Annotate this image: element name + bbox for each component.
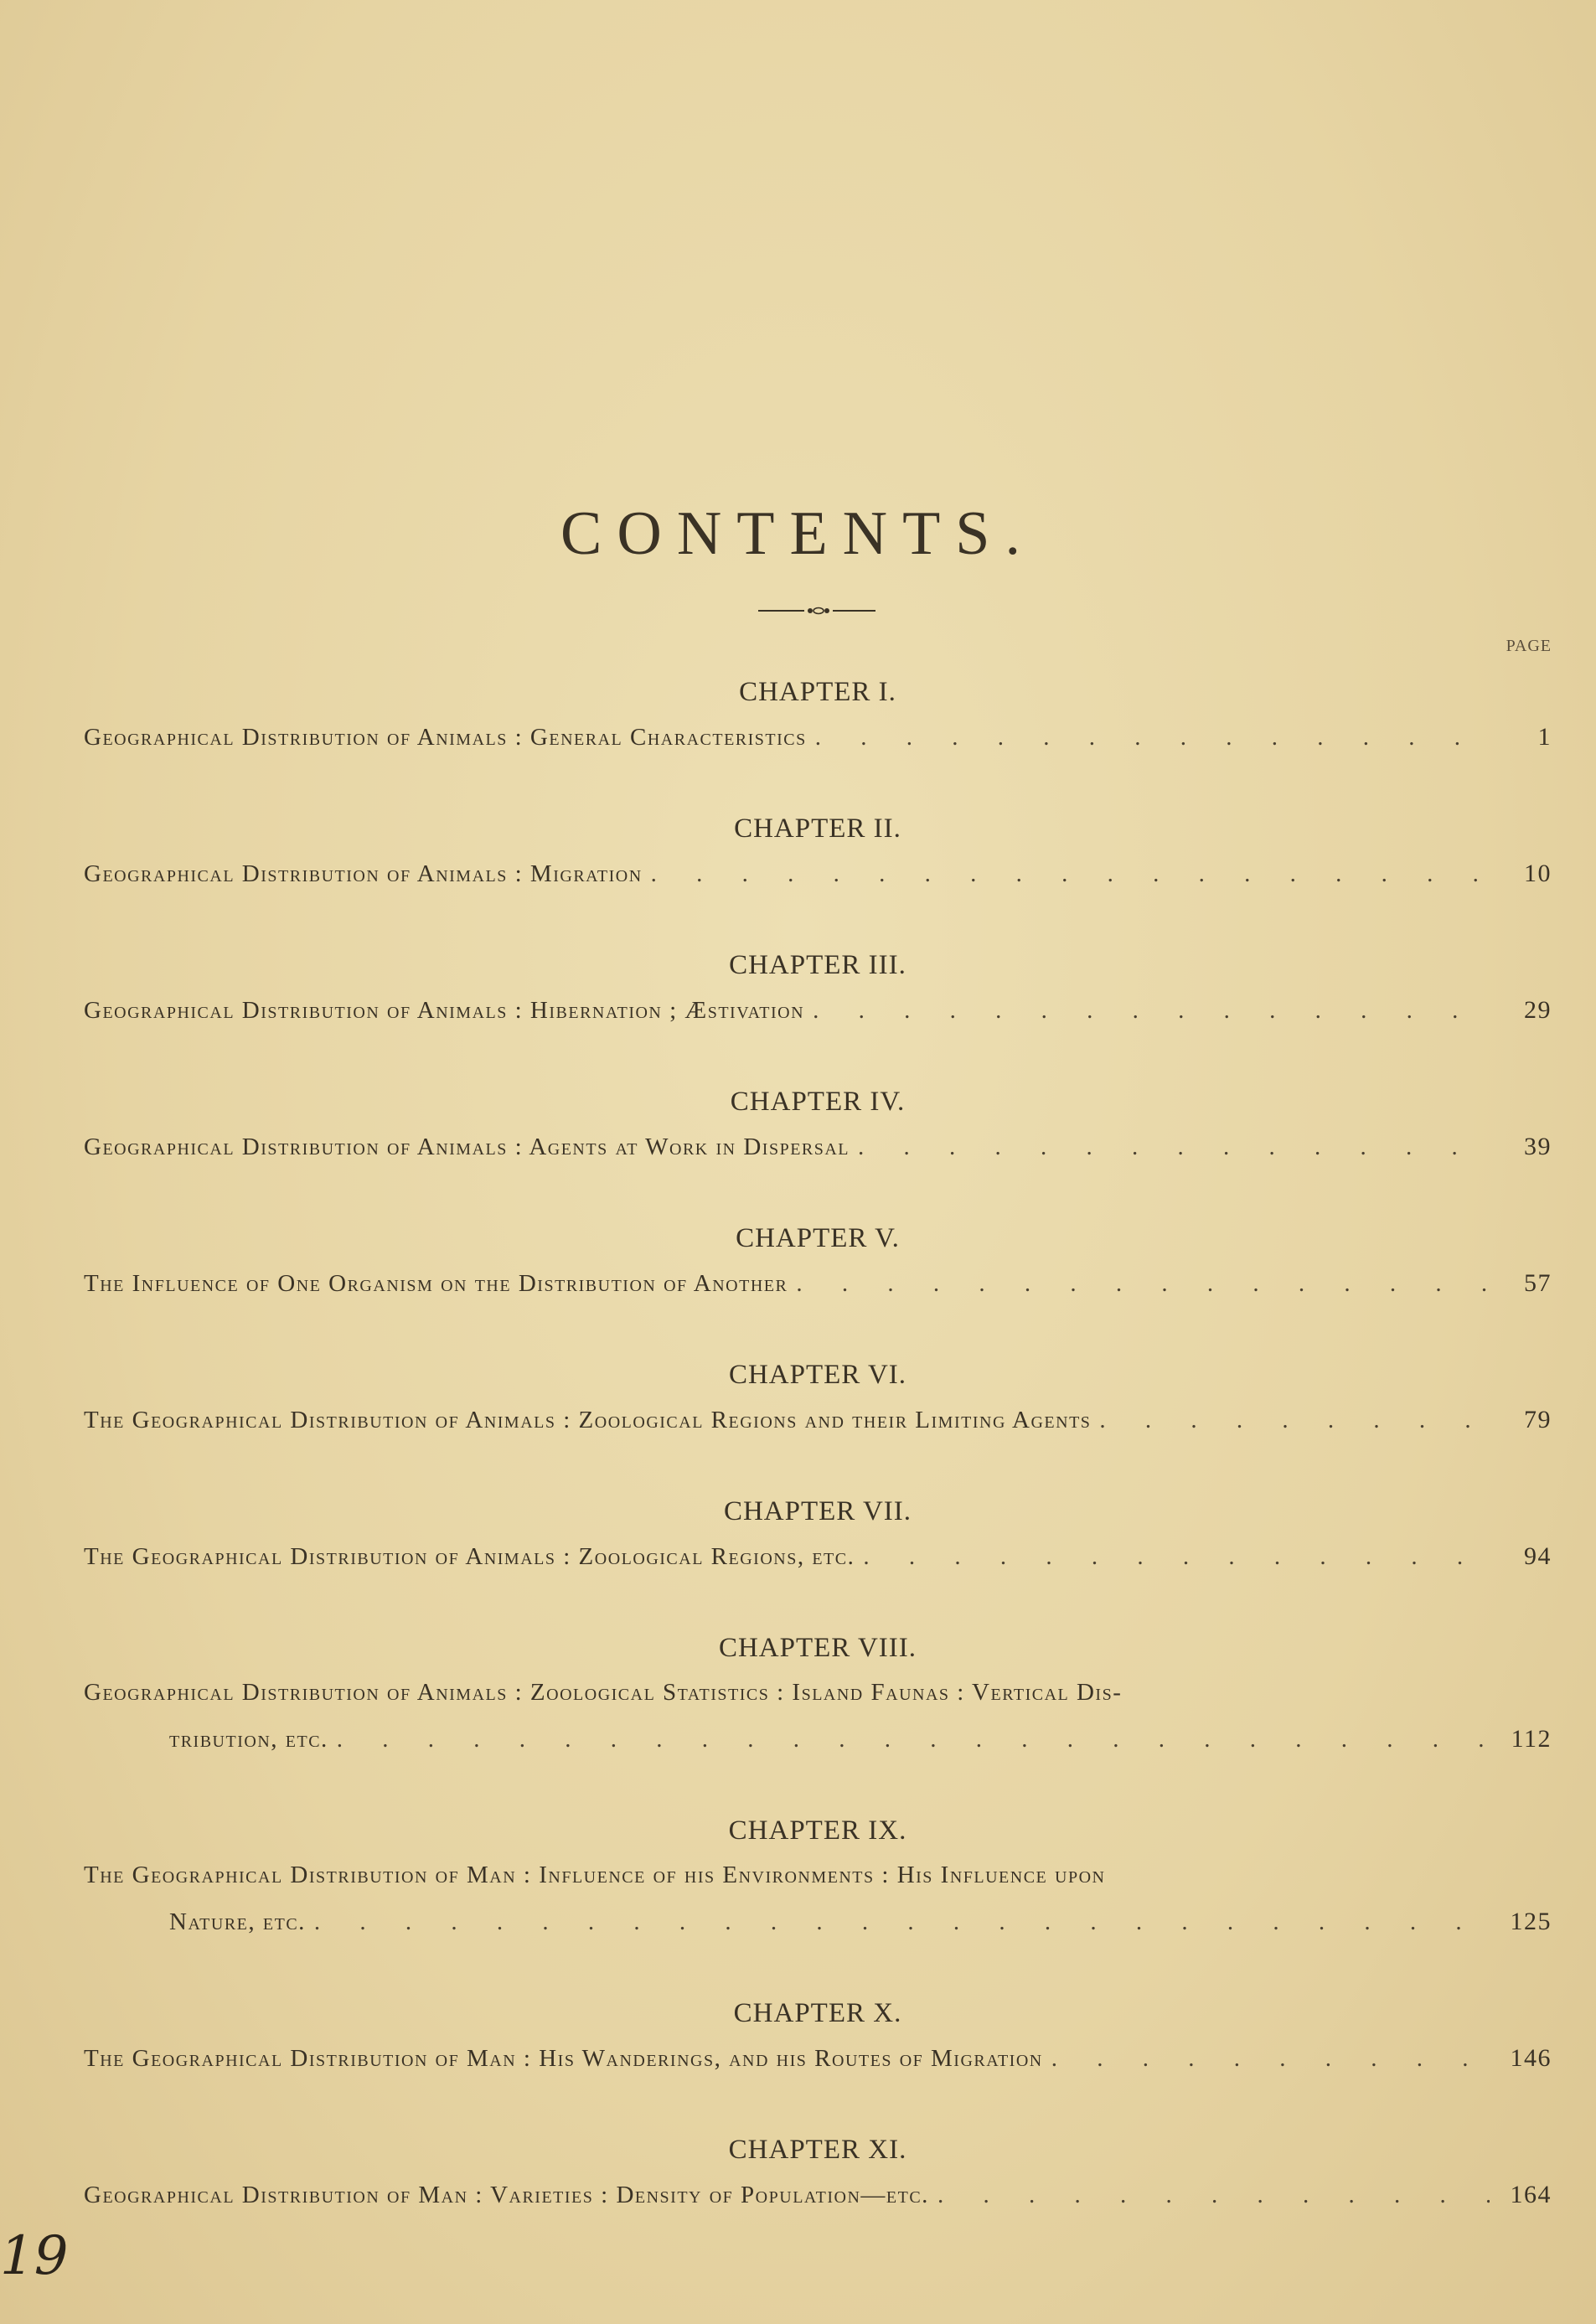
entry-gap (84, 760, 1552, 798)
toc-entry (84, 760, 1552, 896)
chapter-title-text: The Influence of One Organism on the Distribution of Another (84, 1270, 788, 1297)
chapter-title-line (84, 1716, 1552, 1762)
page-number: 10 (1524, 860, 1552, 887)
toc-entry (84, 896, 1552, 1033)
ornament-rule (758, 605, 875, 617)
chapter-label: CHAPTER VI. (728, 1360, 907, 1390)
chapter-label: CHAPTER III. (729, 950, 906, 980)
page-title: CONTENTS. (560, 499, 1036, 568)
dot-leader (858, 1124, 1490, 1170)
chapter-title-text: Nature, etc. (169, 1908, 306, 1935)
dot-leader (937, 2172, 1490, 2218)
toc-entry (84, 1944, 1552, 2081)
toc-entry (84, 670, 1552, 760)
chapter-label: CHAPTER XI. (728, 2135, 907, 2165)
entry-gap (84, 1579, 1552, 1618)
chapter-title-line (84, 1670, 1552, 1716)
toc-entry (84, 1762, 1552, 1944)
chapter-title-line (84, 987, 1552, 1033)
entry-gap (84, 1033, 1552, 1072)
dot-leader (1051, 2036, 1490, 2082)
chapter-title-text: Geographical Distribution of Animals : Migration (84, 860, 643, 887)
chapter-title-text: Geographical Distribution of Animals : General Characteristics (84, 724, 807, 751)
chapter-title-text: Geographical Distribution of Animals : Zoological Statistics : Island Faunas : Vertical Dis- (84, 1679, 1123, 1706)
chapter-title-text: Geographical Distribution of Animals : Agents at Work in Dispersal (84, 1134, 850, 1160)
chapter-title-line (84, 1260, 1552, 1306)
chapter-title-line (84, 850, 1552, 896)
chapter-label: CHAPTER VII. (723, 1496, 912, 1526)
chapter-title-line (84, 1852, 1552, 1898)
chapter-title-text: The Geographical Distribution of Man : His Wanderings, and his Routes of Migration (84, 2045, 1043, 2072)
page-number: 164 (1510, 2181, 1552, 2208)
chapter-title-text: The Geographical Distribution of Animals : Zoological Regions, etc. (84, 1543, 855, 1570)
toc-entry (84, 1170, 1552, 1306)
chapter-label: CHAPTER IX. (728, 1815, 907, 1846)
page-column-heading: PAGE (1506, 637, 1552, 655)
toc-entry (84, 2081, 1552, 2218)
chapter-label: CHAPTER VIII. (718, 1633, 917, 1663)
dot-leader (337, 1717, 1490, 1763)
margin-handwritten-number: 19 (0, 2225, 69, 2287)
chapter-label: CHAPTER X. (733, 1998, 902, 2028)
toc-entry (84, 1033, 1552, 1170)
chapter-title-text: tribution, etc. (169, 1726, 328, 1753)
chapter-label: CHAPTER II. (734, 813, 901, 844)
dot-leader (314, 1899, 1490, 1945)
page-number: 57 (1524, 1269, 1552, 1297)
page-number: 146 (1510, 2044, 1552, 2072)
chapter-title-text: The Geographical Distribution of Animals : Zoological Regions and their Limiting Agents (84, 1407, 1092, 1433)
page-number: 1 (1537, 723, 1552, 751)
chapter-title-line (84, 1397, 1552, 1443)
entry-gap (84, 896, 1552, 935)
chapter-title-text: The Geographical Distribution of Man : Influence of his Environments : His Influence upon (84, 1862, 1106, 1888)
chapter-label: CHAPTER I. (739, 677, 896, 707)
page-number: 112 (1511, 1725, 1552, 1753)
entry-gap (84, 1944, 1552, 1983)
page-number: 94 (1524, 1542, 1552, 1570)
entry-gap (84, 2081, 1552, 2120)
chapter-title-line (84, 1898, 1552, 1944)
page-number: 79 (1524, 1406, 1552, 1433)
table-of-contents (84, 662, 1552, 2218)
chapter-title-text: Geographical Distribution of Animals : Hibernation ; Æstivation (84, 997, 805, 1024)
dot-leader (813, 988, 1490, 1034)
chapter-title-line (84, 714, 1552, 760)
chapter-title-line (84, 1123, 1552, 1170)
page-number: 125 (1510, 1908, 1552, 1935)
entry-gap (84, 1306, 1552, 1345)
chapter-title-line (84, 2172, 1552, 2218)
dot-leader (651, 851, 1490, 897)
chapter-label: CHAPTER V. (736, 1223, 900, 1253)
entry-gap (84, 1443, 1552, 1481)
page-number: 29 (1524, 996, 1552, 1024)
toc-entry (84, 1443, 1552, 1579)
chapter-title-text: Geographical Distribution of Man : Varieties : Density of Population—etc. (84, 2182, 929, 2208)
chapter-label: CHAPTER IV. (730, 1087, 906, 1117)
dot-leader (863, 1534, 1490, 1580)
page-number: 39 (1524, 1133, 1552, 1160)
dot-leader (1099, 1397, 1490, 1443)
dot-leader (796, 1261, 1490, 1307)
dot-leader (815, 715, 1490, 761)
toc-entry (84, 1579, 1552, 1762)
entry-gap (84, 1170, 1552, 1208)
entry-gap (84, 1762, 1552, 1800)
chapter-title-line (84, 1533, 1552, 1579)
chapter-title-line (84, 2035, 1552, 2081)
toc-entry (84, 1306, 1552, 1443)
